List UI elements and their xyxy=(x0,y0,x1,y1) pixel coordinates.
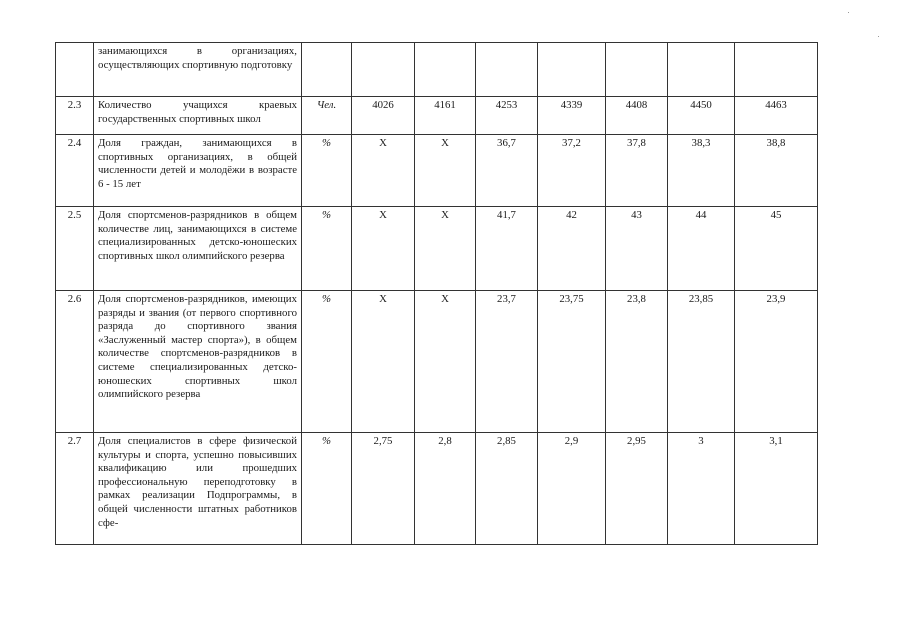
value-cell xyxy=(352,43,415,97)
value-cell: 4463 xyxy=(735,97,818,135)
unit-cell: % xyxy=(302,207,352,291)
value-cell: 2,9 xyxy=(538,433,606,545)
scan-speck xyxy=(848,12,849,13)
value-cell: 23,9 xyxy=(735,291,818,433)
row-number: 2.6 xyxy=(56,291,94,433)
value-cell: 3 xyxy=(668,433,735,545)
row-number: 2.3 xyxy=(56,97,94,135)
unit-cell: % xyxy=(302,291,352,433)
value-cell: 44 xyxy=(668,207,735,291)
table-row xyxy=(56,97,818,135)
value-cell: X xyxy=(415,291,476,433)
value-cell: 23,75 xyxy=(538,291,606,433)
value-cell: 2,95 xyxy=(606,433,668,545)
value-cell: 2,85 xyxy=(476,433,538,545)
indicators-table xyxy=(55,42,818,545)
scan-speck xyxy=(878,36,879,37)
unit-cell: % xyxy=(302,433,352,545)
value-cell xyxy=(606,43,668,97)
indicator-name: Доля спортсменов-разрядников в общем количестве лиц, занимающихся в системе специализированных детско-юношеских спортивных школ олимпийского резерва xyxy=(94,207,302,291)
value-cell: 37,2 xyxy=(538,135,606,207)
value-cell: 2,75 xyxy=(352,433,415,545)
value-cell: X xyxy=(415,207,476,291)
value-cell: 37,8 xyxy=(606,135,668,207)
indicator-name: Количество учащихся краевых государственных спортивных школ xyxy=(94,97,302,135)
value-cell xyxy=(735,43,818,97)
value-cell: 4339 xyxy=(538,97,606,135)
value-cell: 3,1 xyxy=(735,433,818,545)
unit-cell xyxy=(302,43,352,97)
value-cell: 38,8 xyxy=(735,135,818,207)
value-cell: 2,8 xyxy=(415,433,476,545)
table-body xyxy=(56,43,818,545)
row-number xyxy=(56,43,94,97)
value-cell: 23,8 xyxy=(606,291,668,433)
unit-cell: % xyxy=(302,135,352,207)
value-cell: X xyxy=(415,135,476,207)
table-row xyxy=(56,433,818,545)
value-cell: 36,7 xyxy=(476,135,538,207)
value-cell: 4026 xyxy=(352,97,415,135)
value-cell: 4450 xyxy=(668,97,735,135)
value-cell: 4253 xyxy=(476,97,538,135)
value-cell: 23,85 xyxy=(668,291,735,433)
value-cell: 41,7 xyxy=(476,207,538,291)
table-row xyxy=(56,43,818,97)
value-cell: X xyxy=(352,291,415,433)
value-cell xyxy=(476,43,538,97)
value-cell: 4408 xyxy=(606,97,668,135)
value-cell: X xyxy=(352,207,415,291)
indicator-name: Доля спортсменов-разрядников, имеющих разряды и звания (от первого спортивного разряда до спортивного звания «Заслуженный мастер спорта»), в общем количестве спортсменов-разрядников в системе специализированных детско-юношеских спортивных школ олимпийского резерва xyxy=(94,291,302,433)
value-cell: 4161 xyxy=(415,97,476,135)
value-cell xyxy=(668,43,735,97)
value-cell: 38,3 xyxy=(668,135,735,207)
value-cell: 43 xyxy=(606,207,668,291)
indicator-name: Доля специалистов в сфере физической культуры и спорта, успешно повысивших квалификацию или прошедших профессиональную переподготовку в рамках реализации Подпрограммы, в общей численности штатных работников сфе- xyxy=(94,433,302,545)
value-cell xyxy=(415,43,476,97)
row-number: 2.5 xyxy=(56,207,94,291)
row-number: 2.7 xyxy=(56,433,94,545)
value-cell: X xyxy=(352,135,415,207)
table-row xyxy=(56,207,818,291)
value-cell: 42 xyxy=(538,207,606,291)
table-row xyxy=(56,291,818,433)
unit-cell: Чел. xyxy=(302,97,352,135)
value-cell xyxy=(538,43,606,97)
table-row xyxy=(56,135,818,207)
indicator-name: Доля граждан, занимающихся в спортивных организациях, в общей численности детей и молодёжи в возрасте 6 - 15 лет xyxy=(94,135,302,207)
row-number: 2.4 xyxy=(56,135,94,207)
value-cell: 45 xyxy=(735,207,818,291)
value-cell: 23,7 xyxy=(476,291,538,433)
indicator-name: занимающихся в организациях, осуществляющих спортивную подготовку xyxy=(94,43,302,97)
